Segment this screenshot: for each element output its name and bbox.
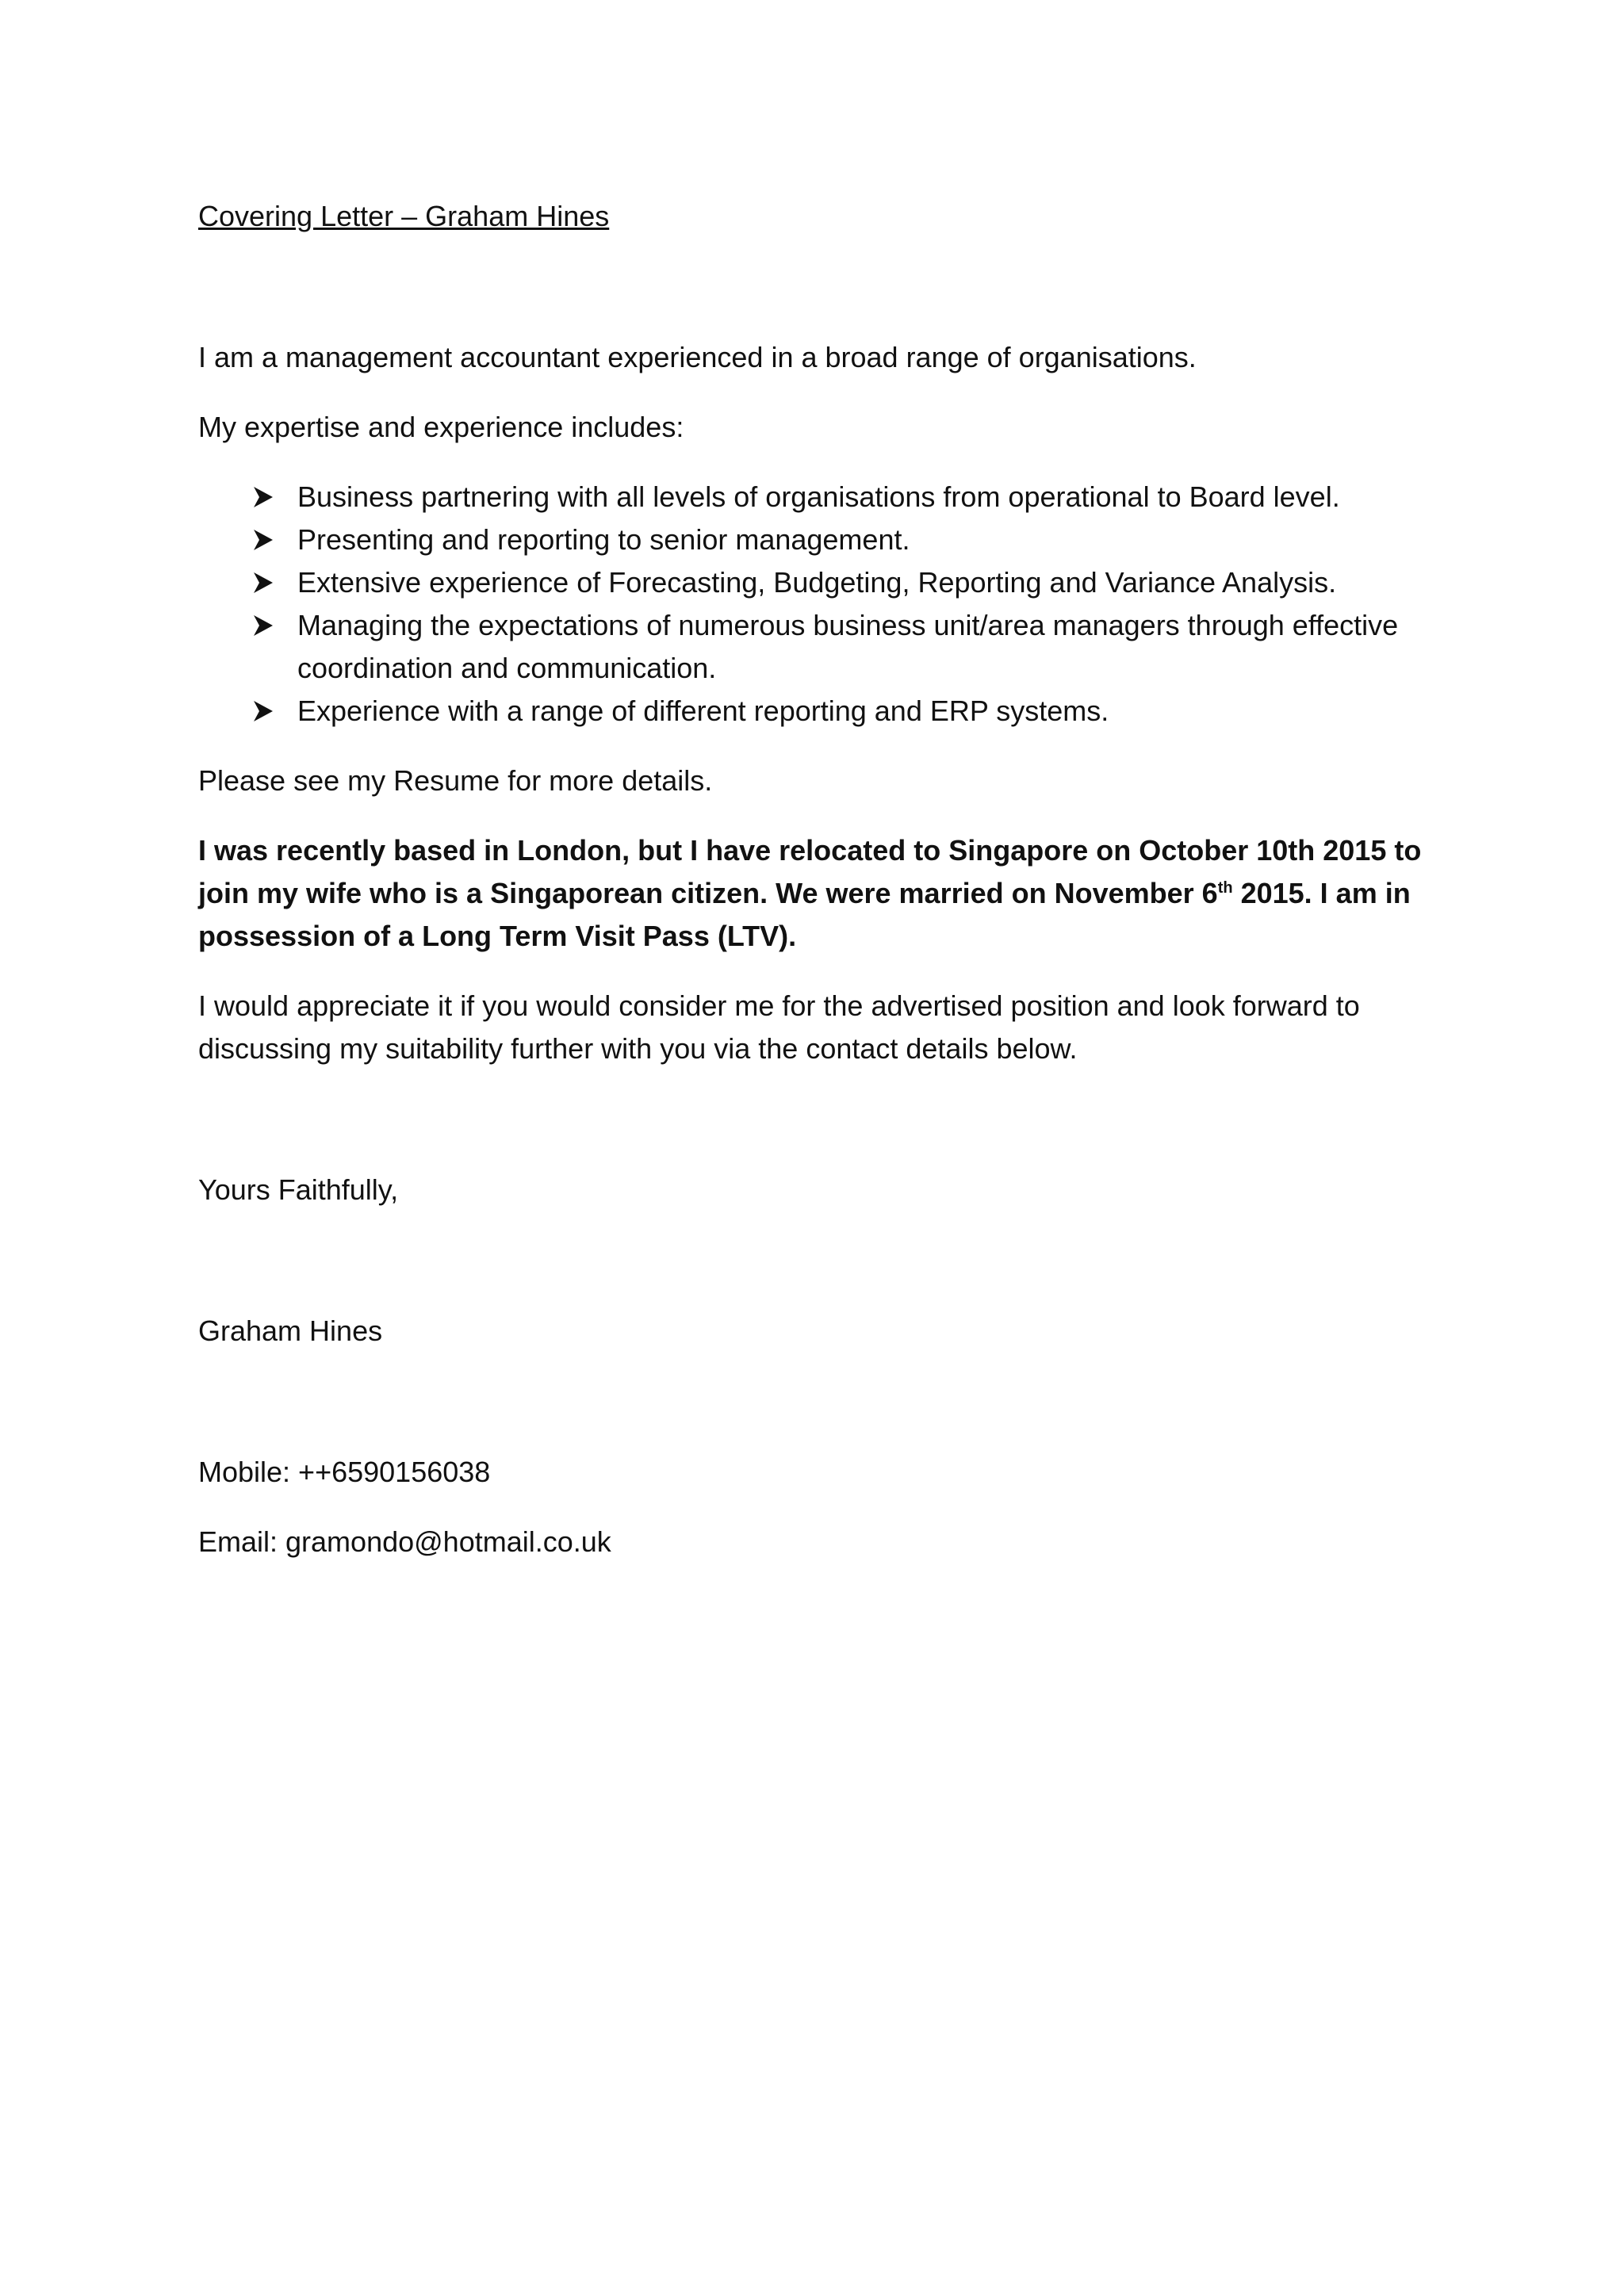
arrowhead-bullet-icon: [247, 476, 279, 519]
letter-content: [198, 195, 1451, 1563]
relocation-text-part2: 2015. I am in possession of a Long Term Visit Pass (LTV).: [198, 877, 1411, 952]
arrowhead-bullet-icon: [247, 690, 279, 733]
email-contact: Email: gramondo@hotmail.co.uk: [198, 1525, 611, 1558]
list-item-text: Presenting and reporting to senior management.: [297, 523, 910, 556]
resume-note: Please see my Resume for more details.: [198, 764, 713, 797]
list-item: [198, 690, 1451, 733]
signature-name: Graham Hines: [198, 1314, 383, 1347]
list-item: [198, 519, 1451, 561]
list-item-text: Extensive experience of Forecasting, Budgeting, Reporting and Variance Analysis.: [297, 566, 1337, 599]
list-item-text: Managing the expectations of numerous business unit/area managers through effective coordination and communication.: [297, 609, 1399, 684]
expertise-lead: My expertise and experience includes:: [198, 411, 684, 443]
appreciation-paragraph: I would appreciate it if you would consider me for the advertised position and look forward to discussing my suitability further with you via the contact details below.: [198, 989, 1360, 1065]
list-item-text: Experience with a range of different reporting and ERP systems.: [297, 695, 1109, 727]
closing-line: Yours Faithfully,: [198, 1173, 399, 1206]
relocation-text-part1: I was recently based in London, but I have relocated to Singapore on October 10th 2015 to join my wife who is a Singaporean citizen. We were married on November 6: [198, 834, 1422, 909]
mobile-contact: Mobile: ++6590156038: [198, 1456, 491, 1488]
letter-heading: Covering Letter – Graham Hines: [198, 200, 610, 232]
relocation-ordinal-suffix: th: [1217, 879, 1233, 897]
relocation-paragraph: [198, 829, 1451, 958]
expertise-list: [198, 476, 1451, 733]
arrowhead-bullet-icon: [247, 519, 279, 561]
intro-paragraph: I am a management accountant experienced in a broad range of organisations.: [198, 341, 1197, 373]
list-item: [198, 604, 1451, 690]
arrowhead-bullet-icon: [247, 561, 279, 604]
list-item: [198, 561, 1451, 604]
arrowhead-bullet-icon: [247, 604, 279, 647]
list-item: [198, 476, 1451, 519]
list-item-text: Business partnering with all levels of organisations from operational to Board level.: [297, 480, 1340, 513]
